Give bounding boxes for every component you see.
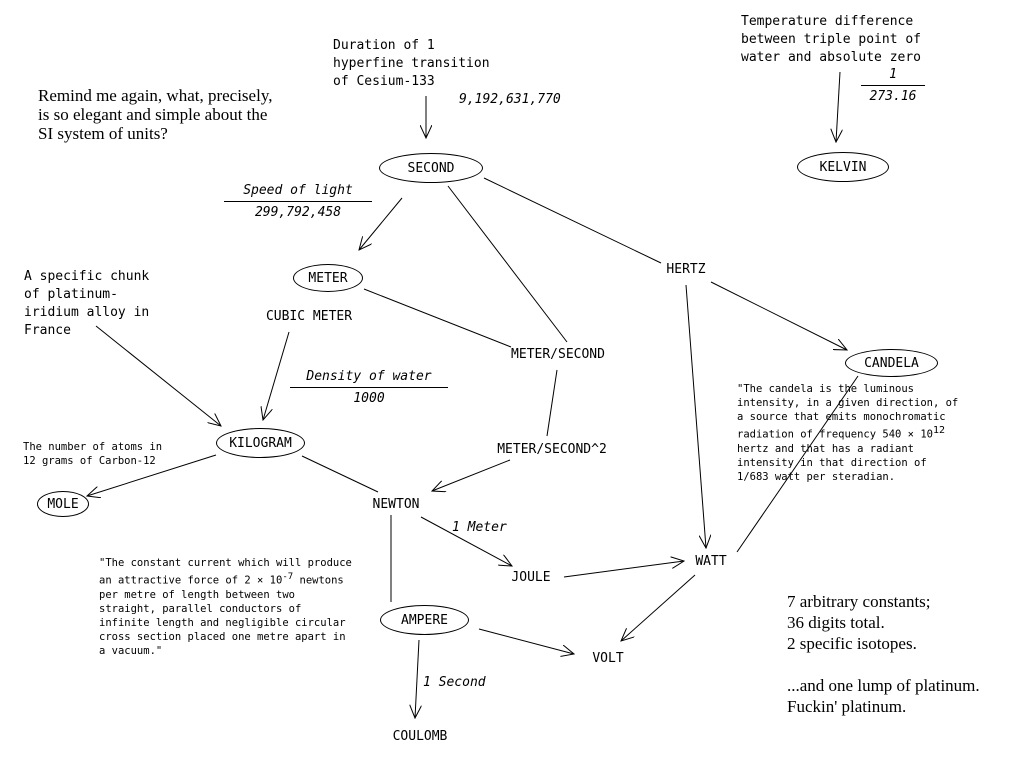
candela-definition-line: "The candela is the luminous <box>737 383 915 395</box>
node-cubic-meter: CUBIC METER <box>265 309 353 324</box>
meter-fraction <box>224 183 372 220</box>
edge-second-hertz <box>484 178 661 263</box>
ampere-definition-line: "The constant current which will produce <box>99 557 352 569</box>
kilogram-definition-line: of platinum- <box>24 287 118 302</box>
node-meter-second2: METER/SECOND^2 <box>497 442 607 457</box>
ampere-definition-line: straight, parallel conductors of <box>99 602 302 615</box>
node-joule: JOULE <box>511 570 551 585</box>
summary-spacer <box>787 654 980 675</box>
edge-joule-watt <box>564 561 684 577</box>
kelvin-fraction <box>861 67 925 104</box>
fraction-numerator: Speed of light <box>243 183 353 198</box>
node-volt: VOLT <box>592 651 624 666</box>
node-newton: NEWTON <box>372 497 420 512</box>
quip-text <box>38 86 272 143</box>
fraction-numerator: 1 <box>889 67 897 82</box>
ampere-definition-line: infinite length and negligible circular <box>99 616 346 629</box>
edge-cubicmeter-kilogram <box>263 332 289 420</box>
kelvin-definition-line: water and absolute zero <box>741 50 922 65</box>
node-ampere <box>380 605 469 635</box>
node-candela <box>845 349 938 377</box>
node-coulomb: COULOMB <box>392 729 448 744</box>
kilogram-definition <box>24 268 149 340</box>
summary-text <box>787 591 980 717</box>
edge-triplepoint-kelvin <box>836 72 840 142</box>
node-meter-label: METER <box>308 270 348 286</box>
edge-meter-meter-second <box>364 289 511 347</box>
kelvin-definition-line: Temperature difference <box>741 14 914 29</box>
ampere-definition-line: per metre of length between two <box>99 588 295 601</box>
edge-ampere-coulomb <box>415 640 419 718</box>
summary-line: 2 specific isotopes. <box>787 634 917 653</box>
mole-definition-line: The number of atoms in <box>23 441 163 453</box>
ampere-definition-line: a vacuum." <box>99 644 163 657</box>
fraction-denominator: 1000 <box>353 391 385 406</box>
kilogram-definition-line: A specific chunk <box>24 269 150 284</box>
node-kilogram <box>216 428 305 458</box>
ampere-force-text: an attractive force of 2 × 10 <box>99 574 283 587</box>
edge-hertz-watt <box>686 285 706 548</box>
node-candela-label: CANDELA <box>864 355 919 371</box>
fraction-denominator: 299,792,458 <box>254 205 342 220</box>
kilogram-definition-line: France <box>24 323 71 338</box>
second-definition-line: hyperfine transition <box>333 56 490 71</box>
candela-definition-line: hertz and that has a radiant <box>737 442 915 455</box>
second-definition <box>333 37 490 91</box>
fraction-denominator: 273.16 <box>869 89 917 104</box>
edge-hertz-candela <box>711 282 847 350</box>
node-second <box>379 153 483 183</box>
node-hertz: HERTZ <box>666 262 706 277</box>
ampere-definition-line: cross section placed one metre apart in <box>99 630 346 643</box>
node-watt: WATT <box>695 554 727 569</box>
candela-definition-line: intensity, in a given direction, of <box>737 397 959 409</box>
node-kilogram-label: KILOGRAM <box>229 435 292 451</box>
coulomb-edge-label: 1 Second <box>423 675 486 690</box>
candela-exponent: 12 <box>932 425 946 436</box>
node-meter <box>293 264 363 292</box>
ampere-definition-line <box>99 570 352 588</box>
node-mole <box>37 491 89 517</box>
node-second-label: SECOND <box>407 160 455 176</box>
node-meter-second: METER/SECOND <box>511 347 605 362</box>
ampere-definition <box>99 556 352 658</box>
edge-kilogram-newton <box>302 456 378 492</box>
ampere-force-unit: newtons <box>293 574 344 587</box>
node-ampere-label: AMPERE <box>401 612 448 628</box>
summary-line: 36 digits total. <box>787 613 885 632</box>
quip-line: Remind me again, what, precisely, <box>38 86 273 105</box>
second-definition-line: Duration of 1 <box>333 38 435 53</box>
quip-line: is so elegant and simple about the <box>38 105 268 124</box>
summary-line: Fuckin' platinum. <box>787 697 907 716</box>
candela-frequency-text: radiation of frequency 540 × 10 <box>737 428 933 441</box>
density-fraction <box>290 369 448 406</box>
edge-meter-second-meter-second2 <box>547 370 557 436</box>
edge-meter-second2-newton <box>432 460 510 491</box>
node-mole-label: MOLE <box>47 496 79 512</box>
edge-platinum-kilogram <box>96 326 221 426</box>
candela-definition-line: 1/683 watt per steradian. <box>737 470 896 483</box>
edge-watt-volt <box>621 575 695 641</box>
ampere-exponent: -7 <box>282 572 294 582</box>
fraction-numerator: Density of water <box>306 369 432 384</box>
kelvin-definition <box>741 13 921 67</box>
second-constant: 9,192,631,770 <box>459 92 561 107</box>
mole-definition <box>23 440 162 468</box>
joule-edge-label: 1 Meter <box>452 520 507 535</box>
candela-definition-line: intensity in that direction of <box>737 456 927 469</box>
edge-ampere-volt <box>479 629 574 654</box>
candela-definition <box>737 382 958 484</box>
kelvin-definition-line: between triple point of <box>741 32 922 47</box>
mole-definition-line: 12 grams of Carbon-12 <box>23 455 156 467</box>
second-definition-line: of Cesium-133 <box>333 74 435 89</box>
candela-definition-line: a source that emits monochromatic <box>737 411 946 423</box>
candela-definition-line <box>737 424 958 442</box>
summary-line: 7 arbitrary constants; <box>787 592 931 611</box>
quip-line: SI system of units? <box>38 124 168 143</box>
kilogram-definition-line: iridium alloy in <box>24 305 150 320</box>
node-kelvin <box>797 152 889 182</box>
summary-line: ...and one lump of platinum. <box>787 676 980 695</box>
node-kelvin-label: KELVIN <box>819 159 867 175</box>
